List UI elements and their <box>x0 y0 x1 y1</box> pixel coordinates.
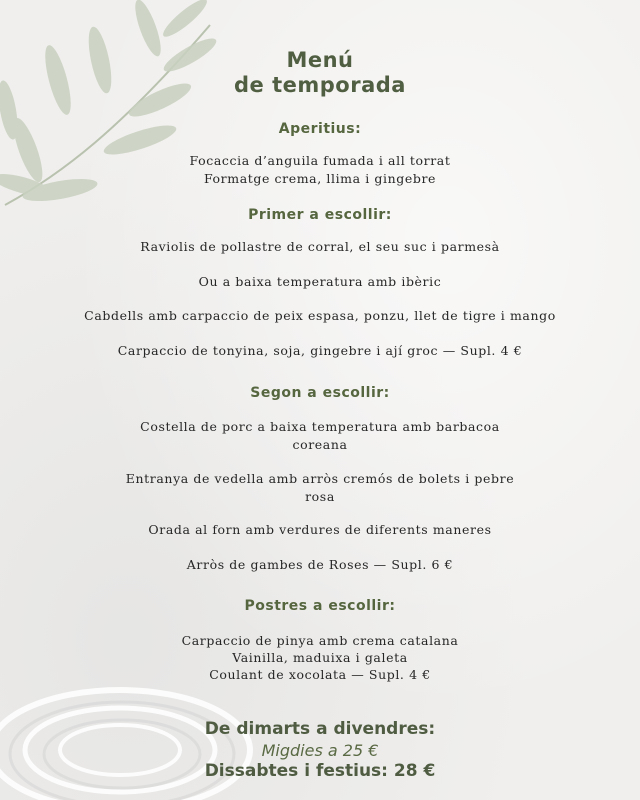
segon-item: Arròs de gambes de Roses — Supl. 6 € <box>186 557 454 572</box>
primer-item: Cabdells amb carpaccio de peix espasa, ponzu, llet de tigre i mango <box>84 308 556 323</box>
segon-item: Entranya de vedella amb arròs cremós de bolets i pebre <box>125 471 515 486</box>
aperitiu-item: Focaccia d’anguila fumada i all torrat <box>189 153 451 168</box>
postres-item: Vainilla, maduixa i galeta <box>232 650 408 665</box>
aperitius-heading: Aperitius: <box>278 121 362 137</box>
primer-item: Carpaccio de tonyina, soja, gingebre i ají groc — Supl. 4 € <box>117 343 523 358</box>
footer-weekday-price: Migdies a 25 € <box>261 741 379 760</box>
segon-item: coreana <box>292 437 348 452</box>
menu-title-line2: de temporada <box>234 73 406 97</box>
footer-weekend-price: Dissabtes i festius: 28 € <box>204 761 436 781</box>
aperitiu-item: Formatge crema, llima i gingebre <box>203 171 437 186</box>
segon-item: Orada al forn amb verdures de diferents maneres <box>148 522 492 537</box>
postres-item: Carpaccio de pinya amb crema catalana <box>181 633 459 648</box>
segon-item: Costella de porc a baixa temperatura amb barbacoa <box>140 419 500 434</box>
footer-days: De dimarts a divendres: <box>204 719 436 739</box>
primer-item: Raviolis de pollastre de corral, el seu suc i parmesà <box>140 239 500 254</box>
segon-item: rosa <box>305 489 335 504</box>
segon-heading: Segon a escollir: <box>250 385 390 401</box>
menu-title-line1: Menú <box>286 48 354 72</box>
primer-item: Ou a baixa temperatura amb ibèric <box>198 274 442 289</box>
postres-item: Coulant de xocolata — Supl. 4 € <box>209 667 431 682</box>
postres-heading: Postres a escollir: <box>244 598 396 614</box>
primer-heading: Primer a escollir: <box>248 207 392 223</box>
